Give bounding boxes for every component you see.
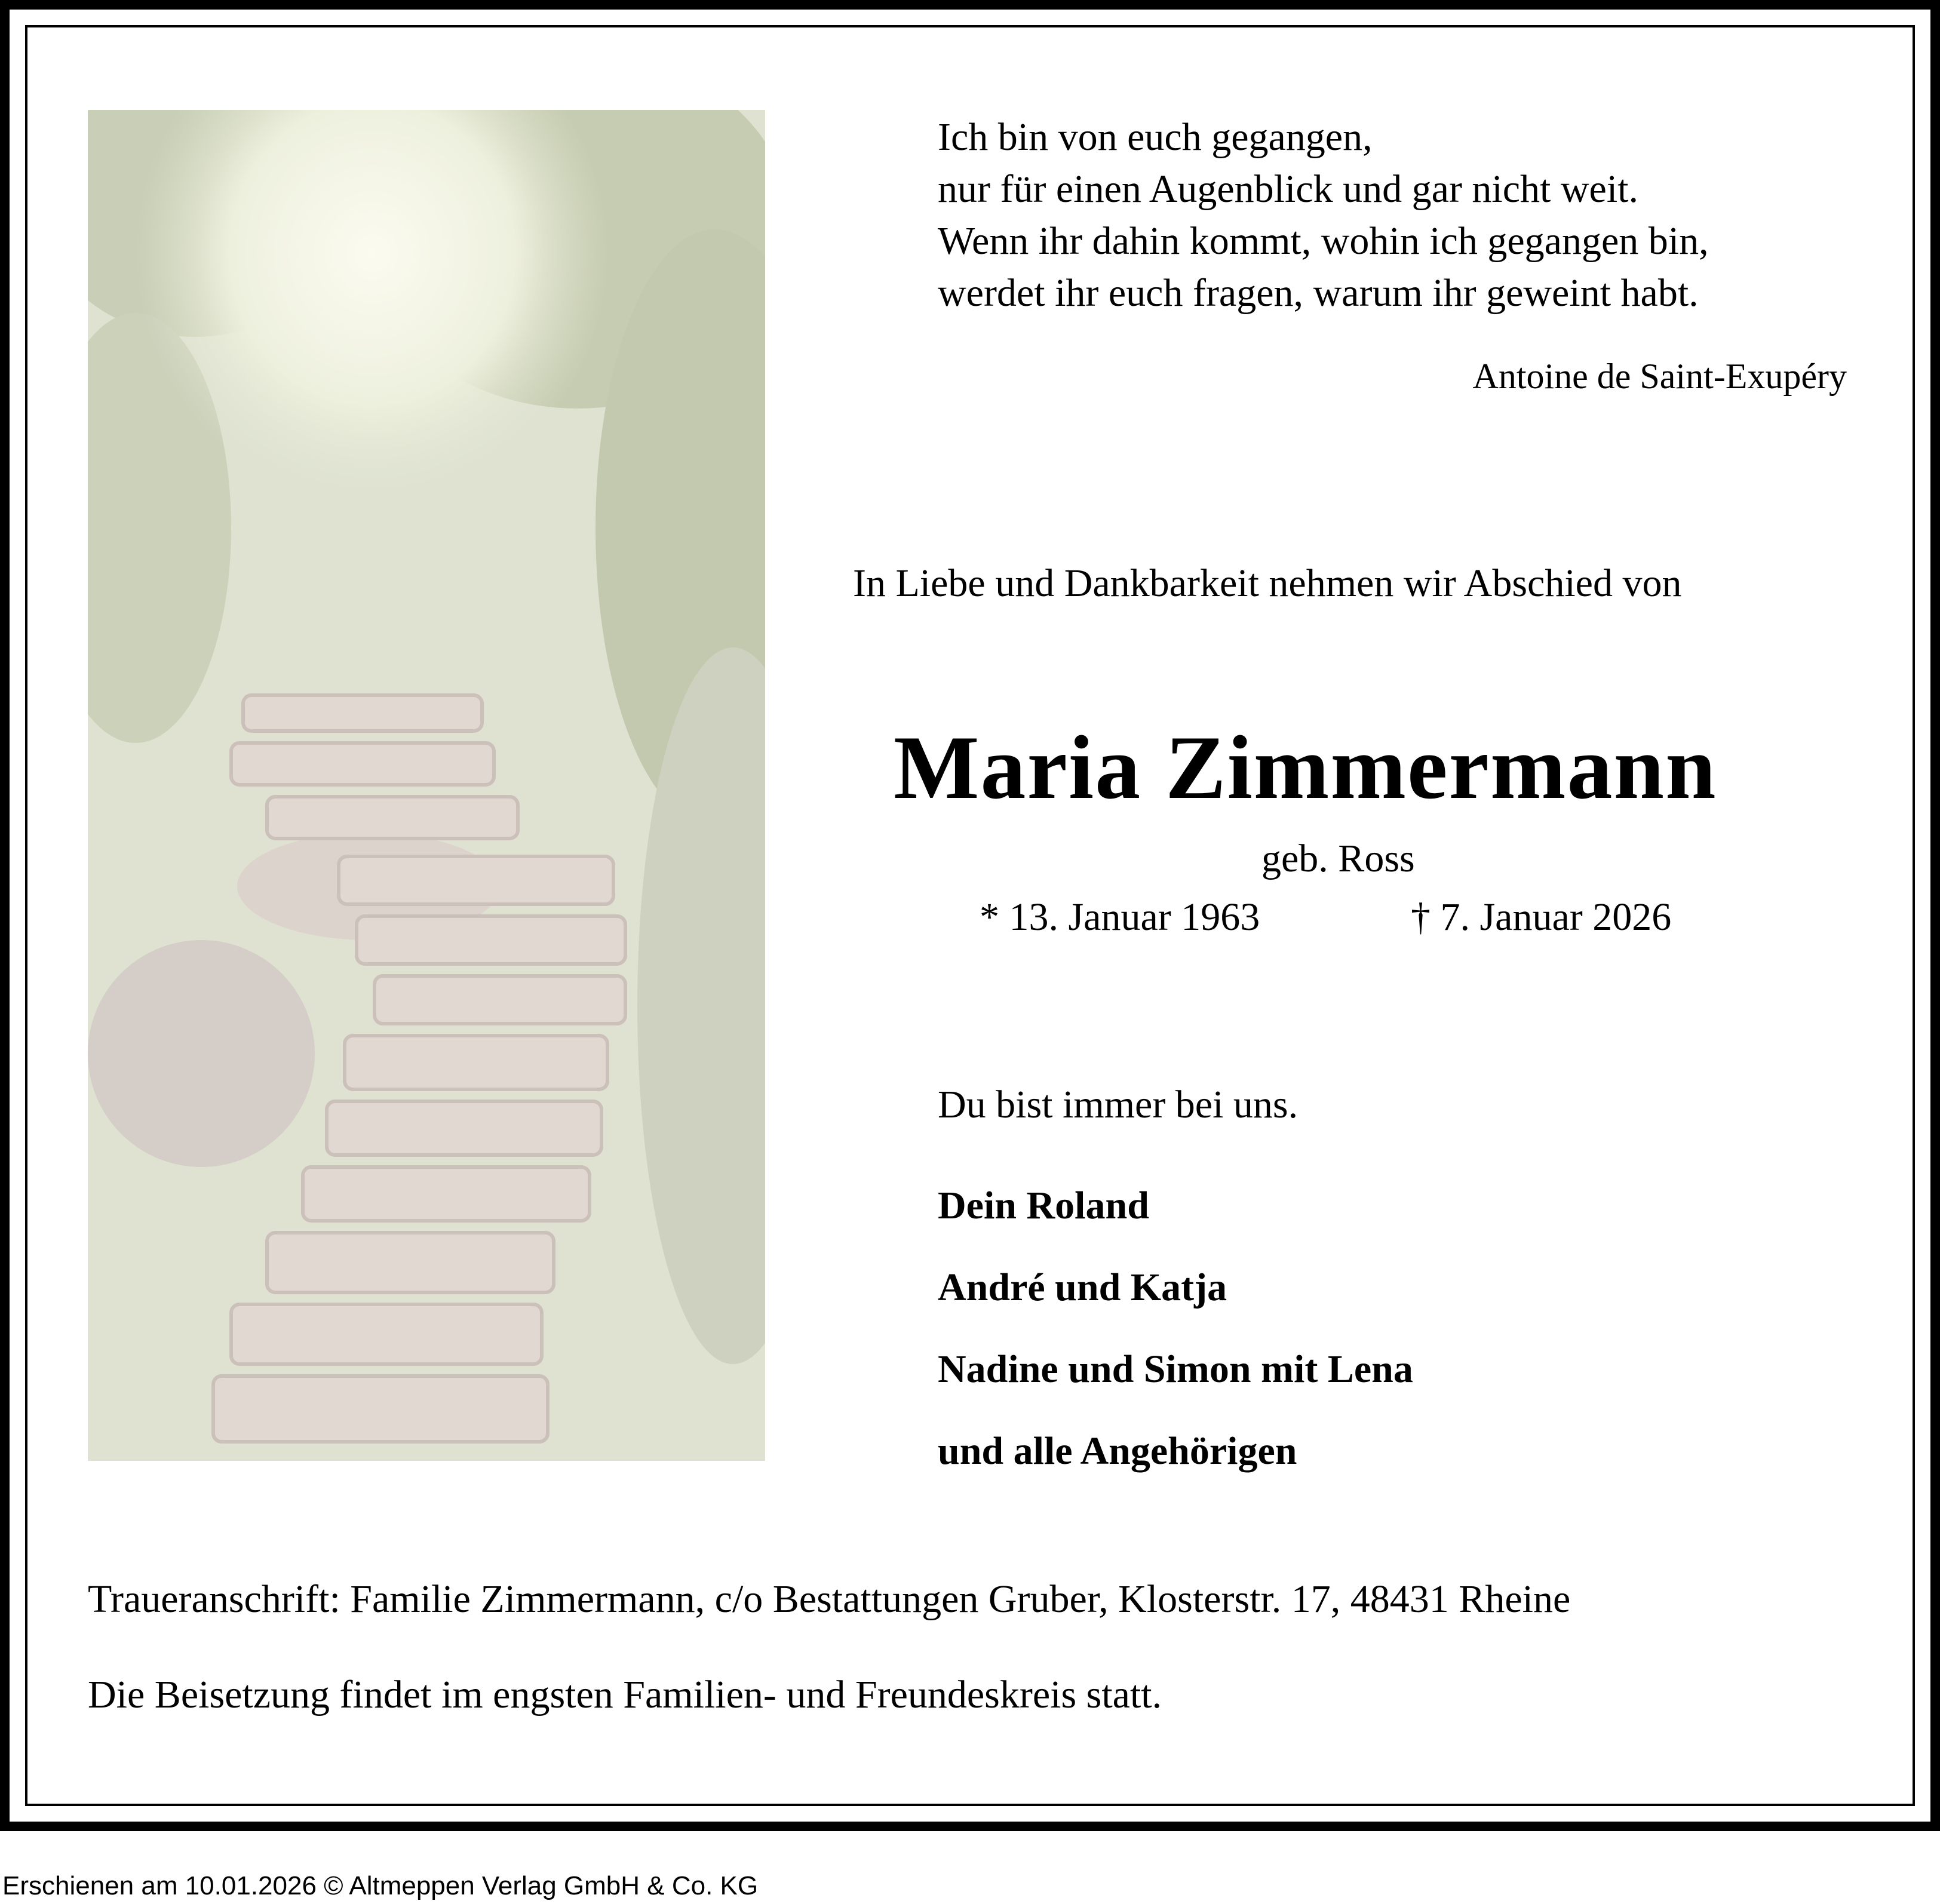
poem-line: Wenn ihr dahin kommt, wohin ich gegangen bin, [938, 219, 1709, 263]
stairs-illustration [88, 110, 765, 1461]
mourners-list [938, 1165, 1413, 1492]
tagline: Du bist immer bei uns. [938, 1083, 1299, 1126]
birth-date: * 13. Januar 1963 [980, 895, 1260, 939]
mourning-address: Traueranschrift: Familie Zimmermann, c/o Bestattungen Gruber, Klosterstr. 17, 48431 Rheine [88, 1577, 1571, 1621]
poem [938, 111, 1709, 319]
burial-note: Die Beisetzung findet im engsten Familien- und Freundeskreis statt. [88, 1673, 1162, 1716]
farewell-intro: In Liebe und Dankbarkeit nehmen wir Abschied von [853, 561, 1682, 605]
poem-author: Antoine de Saint-Exupéry [1472, 357, 1847, 396]
stone-stairs-forest-photo [88, 110, 765, 1461]
publication-footer: Erschienen am 10.01.2026 © Altmeppen Verlag GmbH & Co. KG [2, 1871, 759, 1900]
poem-line: Ich bin von euch gegangen, [938, 115, 1373, 159]
mourner-entry: André und Katja [938, 1266, 1227, 1309]
maiden-name: geb. Ross [1261, 837, 1415, 880]
death-date: † 7. Januar 2026 [1411, 895, 1672, 939]
mourner-entry: Nadine und Simon mit Lena [938, 1347, 1413, 1391]
mourner-entry: Dein Roland [938, 1184, 1149, 1227]
mourner-entry: und alle Angehörigen [938, 1429, 1297, 1473]
poem-line: nur für einen Augenblick und gar nicht weit. [938, 167, 1639, 211]
poem-line: werdet ihr euch fragen, warum ihr geweint habt. [938, 271, 1699, 315]
deceased-name: Maria Zimmermann [894, 717, 1717, 818]
